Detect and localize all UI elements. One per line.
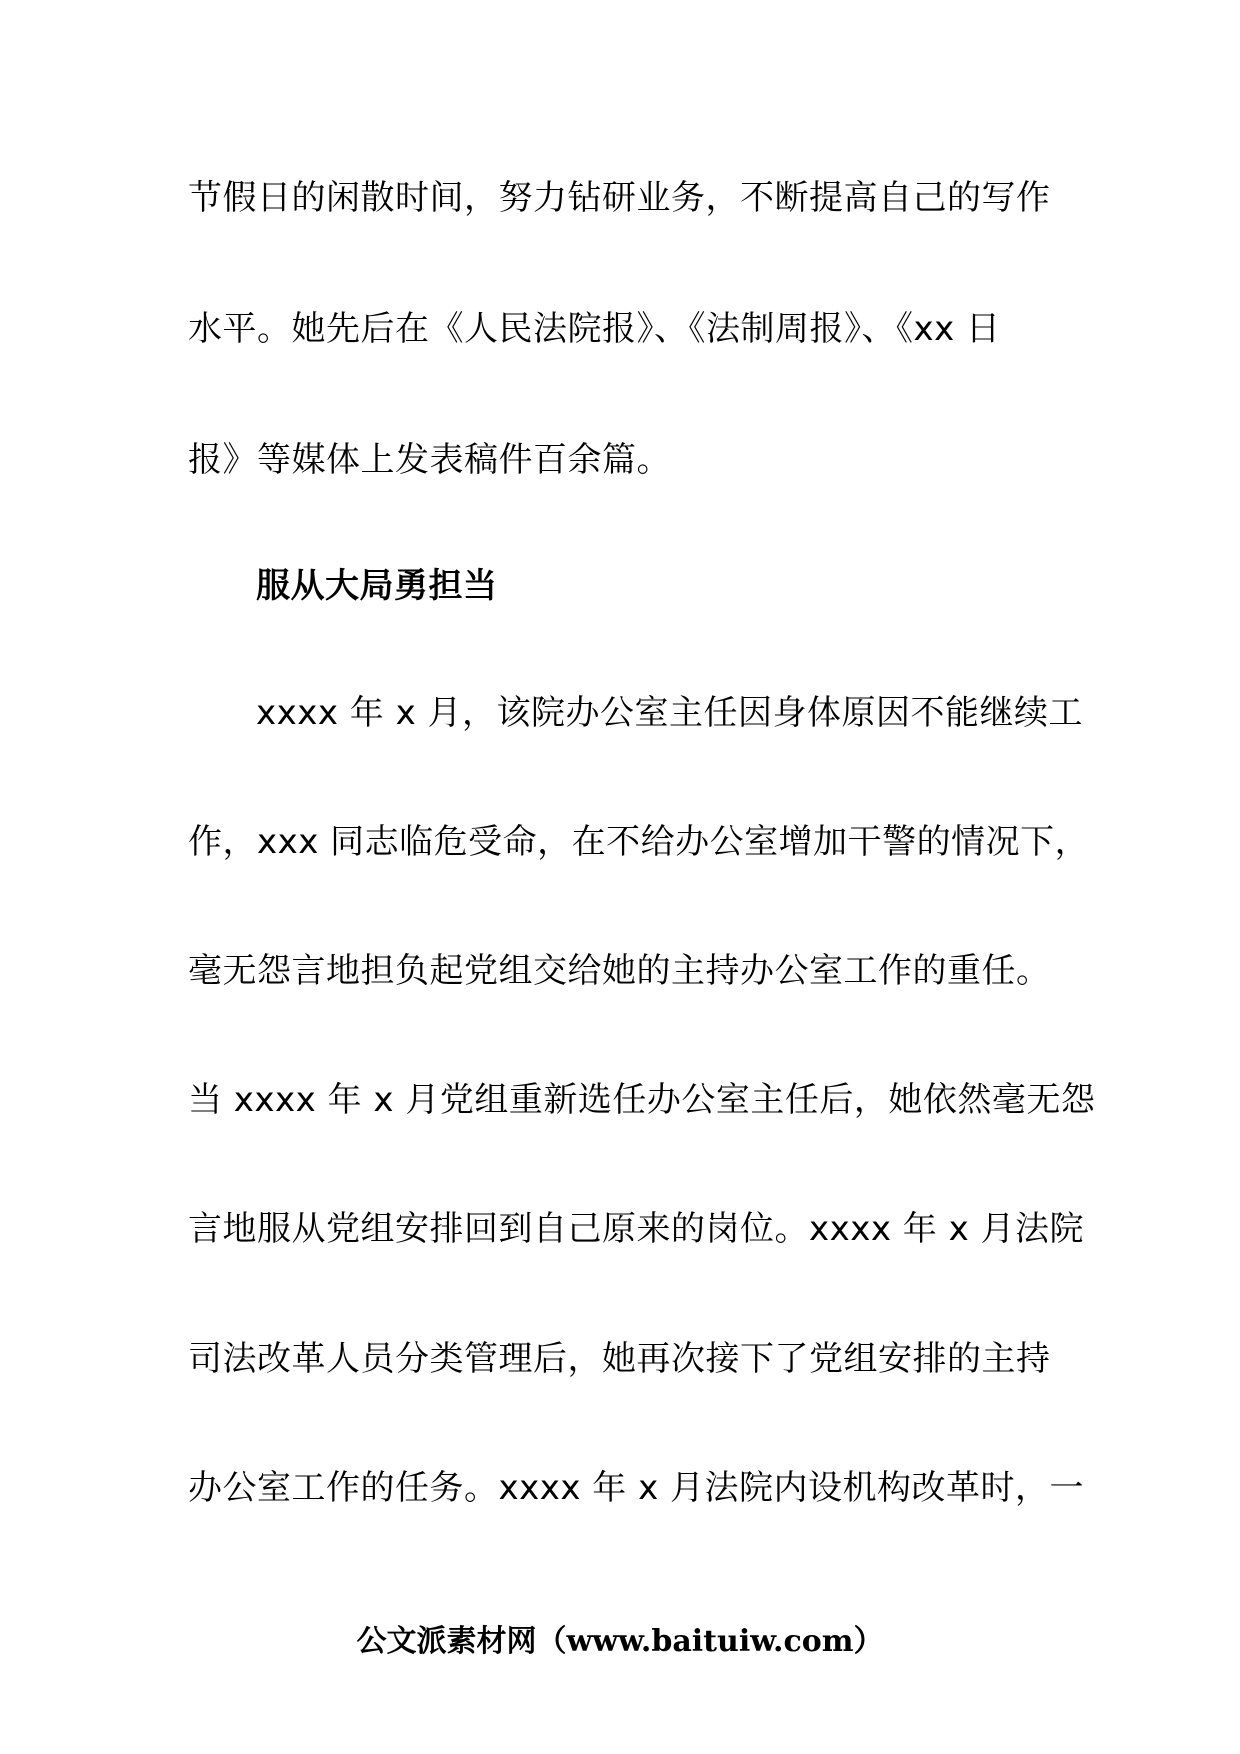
body-line-6: 毫无怨言地担负起党组交给她的主持办公室工作的重任。 [188, 951, 1051, 991]
body-line-10: 办公室工作的任务。xxxx 年 x 月法院内设机构改革时，一 [188, 1468, 1085, 1508]
body-line-1: 节假日的闲散时间，努力钻研业务，不断提高自己的写作 [188, 178, 1051, 218]
body-line-8: 言地服从党组安排回到自己原来的岗位。xxxx 年 x 月法院 [188, 1209, 1085, 1249]
body-line-9: 司法改革人员分类管理后，她再次接下了党组安排的主持 [188, 1339, 1051, 1379]
section-heading: 服从大局勇担当 [256, 566, 498, 606]
body-line-2: 水平。她先后在《人民法院报》、《法制周报》、《xx 日 [188, 309, 1001, 349]
body-line-7: 当 xxxx 年 x 月党组重新选任办公室主任后，她依然毫无怨 [188, 1080, 1096, 1120]
body-line-5: 作，xxx 同志临危受命，在不给办公室增加干警的情况下， [188, 822, 1090, 862]
footer-watermark: 公文派素材网（www.baituiw.com） [356, 1624, 884, 1659]
body-line-3: 报》等媒体上发表稿件百余篇。 [188, 440, 671, 480]
body-line-4: xxxx 年 x 月，该院办公室主任因身体原因不能继续工 [256, 693, 1084, 733]
